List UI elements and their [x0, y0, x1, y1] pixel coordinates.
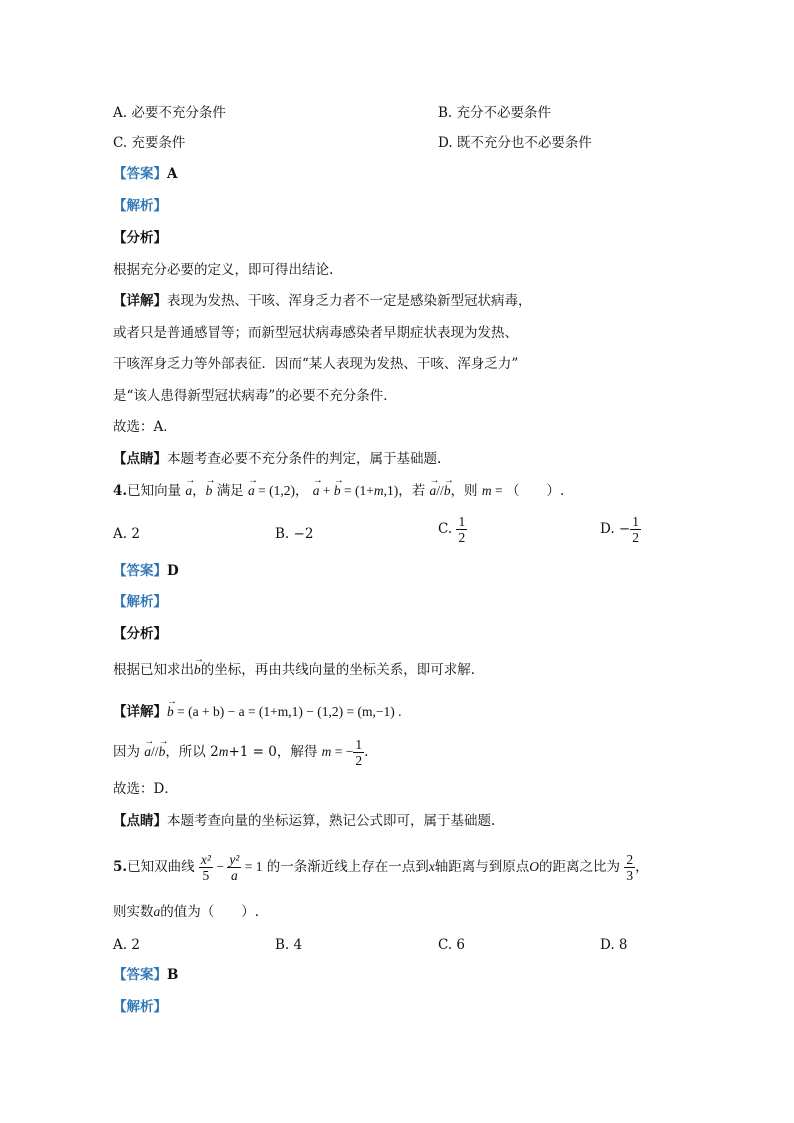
answer-label: 【答案】 [113, 166, 167, 182]
q3-jiexi-heading [113, 196, 167, 216]
fraction [353, 737, 364, 768]
option-prefix: C. [438, 521, 453, 537]
numerator: 1 [632, 514, 639, 529]
q5-jiexi-heading [113, 997, 167, 1017]
q4-option-c [438, 514, 467, 545]
q3-xiangjie-1 [113, 291, 532, 311]
vector-a: → a [430, 481, 437, 501]
stem-text: （ ）. [505, 483, 565, 499]
q3-xiangjie-3: 干咳浑身乏力等外部表征．因而“某人表现为发热、干咳、浑身乏力” [113, 356, 519, 372]
math-op: // [436, 483, 444, 498]
vector-a: → a [144, 742, 151, 762]
q3-option-c: C. 充要条件 [113, 135, 186, 151]
math-op: − [212, 859, 228, 874]
q4-guxuan: 故选：D． [113, 781, 178, 797]
var-x: x [428, 859, 435, 874]
denominator: a [230, 868, 238, 883]
q5-option-c: C. 6 [438, 937, 466, 953]
q3-option-d: D. 既不充分也不必要条件 [438, 135, 592, 151]
q3-dianjing [113, 449, 441, 469]
var-m: m [321, 744, 332, 759]
vector-b: → b [194, 660, 201, 680]
answer-label: 【答案】 [113, 967, 167, 983]
jiexi-label: 【解析】 [113, 594, 167, 610]
option-prefix: D. − [600, 521, 631, 537]
var-m: m [218, 744, 229, 759]
answer-label: 【答案】 [113, 563, 167, 579]
vector-b: → b [206, 481, 213, 501]
math-op: // [151, 744, 159, 759]
fraction [624, 852, 635, 883]
xiangjie-text: 表现为发热、干咳、浑身乏力者不一定是感染新型冠状病毒， [167, 293, 532, 309]
answer-value: A [167, 166, 178, 182]
dianjing-label: 【点睛】 [113, 813, 167, 829]
stem-text: 已知双曲线 [127, 859, 195, 875]
jiexi-label: 【解析】 [113, 198, 167, 214]
stem-text: ， [635, 859, 649, 875]
q3-option-b: B. 充分不必要条件 [438, 105, 552, 121]
q5-option-b: B. 4 [275, 937, 303, 953]
vector-b: → b [167, 702, 174, 722]
q3-answer [113, 164, 177, 184]
fraction [227, 852, 241, 883]
q3-xiangjie-2: 或者只是普通感冒等；而新型冠状病毒感染者早期症状表现为发热、 [113, 325, 518, 341]
math-expr: = (1,2) [254, 483, 295, 498]
denominator: 2 [355, 753, 363, 768]
q4-option-d [600, 514, 641, 545]
dianjing-text: 本题考查必要不充分条件的判定，属于基础题. [167, 451, 442, 467]
q3-fenxi-heading: 【分析】 [113, 230, 167, 246]
answer-value: D [167, 563, 179, 579]
xiangjie-label: 【详解】 [113, 704, 167, 720]
numerator: 1 [355, 737, 363, 752]
numerator: 2 [626, 852, 634, 867]
var-m: m [373, 483, 384, 498]
vector-b: → b [159, 742, 166, 762]
q4-jiexi-heading [113, 592, 167, 612]
numerator: x² [200, 852, 211, 867]
q4-option-a: A. 2 [113, 526, 140, 542]
stem-text: 满足 [216, 483, 244, 499]
xiangjie-label: 【详解】 [113, 293, 167, 309]
var-m: m [481, 483, 492, 498]
text: . [364, 744, 369, 760]
vector-b: → b [334, 481, 341, 501]
denominator: 2 [632, 530, 639, 545]
q4-dianjing [113, 811, 495, 831]
fenxi-text: 的坐标，再由共线向量的坐标关系，即可求解. [200, 662, 476, 678]
q4-stem: 4.已知向量 → a，→ b 满足 → a = (1,2)， → a + → b = (1+m,1)，若 → a//→ b，则 m = （ ）. [113, 481, 564, 501]
denominator: 5 [202, 868, 210, 883]
q3-guxuan: 故选：A． [113, 419, 177, 435]
numerator: 1 [458, 514, 466, 529]
stem-text: 的值为（ ）. [160, 904, 260, 920]
stem-text: 的距离之比为 [539, 859, 621, 875]
q5-stem [113, 852, 649, 883]
denominator: 3 [626, 868, 634, 883]
q5-stem-2 [113, 902, 259, 922]
math-expr: = (a + b) − a = (1+m,1) − (1,2) = (m,−1) . [173, 704, 402, 719]
math-expr: ,1) [383, 483, 399, 498]
q3-xiangjie-4: 是“该人患得新型冠状病毒”的必要不充分条件． [113, 388, 397, 404]
question-number: 4. [113, 483, 128, 499]
vector-a: → a [313, 481, 320, 501]
math-expr: = 1 [241, 859, 263, 874]
vector-b: → b [444, 481, 451, 501]
q5-answer [113, 965, 178, 985]
text: ，所以 2 [165, 744, 219, 760]
fenxi-text: 根据已知求出 [113, 662, 194, 678]
fraction [199, 852, 213, 883]
fraction [630, 514, 641, 545]
stem-text: 已知向量 [127, 483, 182, 499]
jiexi-label: 【解析】 [113, 999, 167, 1015]
fraction [456, 514, 467, 545]
math-op: = [491, 483, 506, 498]
var-o: O [529, 859, 540, 874]
math-expr: = (1+ [340, 483, 374, 498]
q4-answer [113, 561, 179, 581]
vector-a: → a [248, 481, 255, 501]
var-a: a [153, 904, 161, 919]
q4-fenxi-heading: 【分析】 [113, 626, 167, 642]
stem-text: 轴距离与到原点 [434, 859, 530, 875]
numerator: y² [229, 852, 240, 867]
dianjing-label: 【点睛】 [113, 451, 167, 467]
math-op: + [319, 483, 334, 498]
stem-text: 的一条渐近线上存在一点到 [266, 859, 429, 875]
stem-text: 则实数 [113, 904, 154, 920]
q5-option-a: A. 2 [113, 937, 140, 953]
stem-text: ，则 [450, 483, 478, 499]
q5-option-d: D. 8 [600, 937, 628, 953]
denominator: 2 [458, 530, 466, 545]
text: 因为 [113, 744, 140, 760]
math-expr: = − [331, 744, 354, 759]
q4-option-b: B. −2 [275, 526, 314, 542]
vector-a: → a [185, 481, 192, 501]
q4-xiangjie [113, 702, 401, 722]
question-number: 5. [113, 859, 128, 875]
text: +1 = 0，解得 [228, 744, 318, 760]
answer-value: B [167, 967, 179, 983]
q3-fenxi-text: 根据充分必要的定义，即可得出结论. [113, 262, 334, 278]
q3-option-a: A. 必要不充分条件 [113, 105, 226, 121]
q4-because [113, 737, 368, 768]
dianjing-text: 本题考查向量的坐标运算，熟记公式即可，属于基础题. [167, 813, 496, 829]
stem-text: ，若 [398, 483, 426, 499]
q4-fenxi-text [113, 660, 475, 680]
